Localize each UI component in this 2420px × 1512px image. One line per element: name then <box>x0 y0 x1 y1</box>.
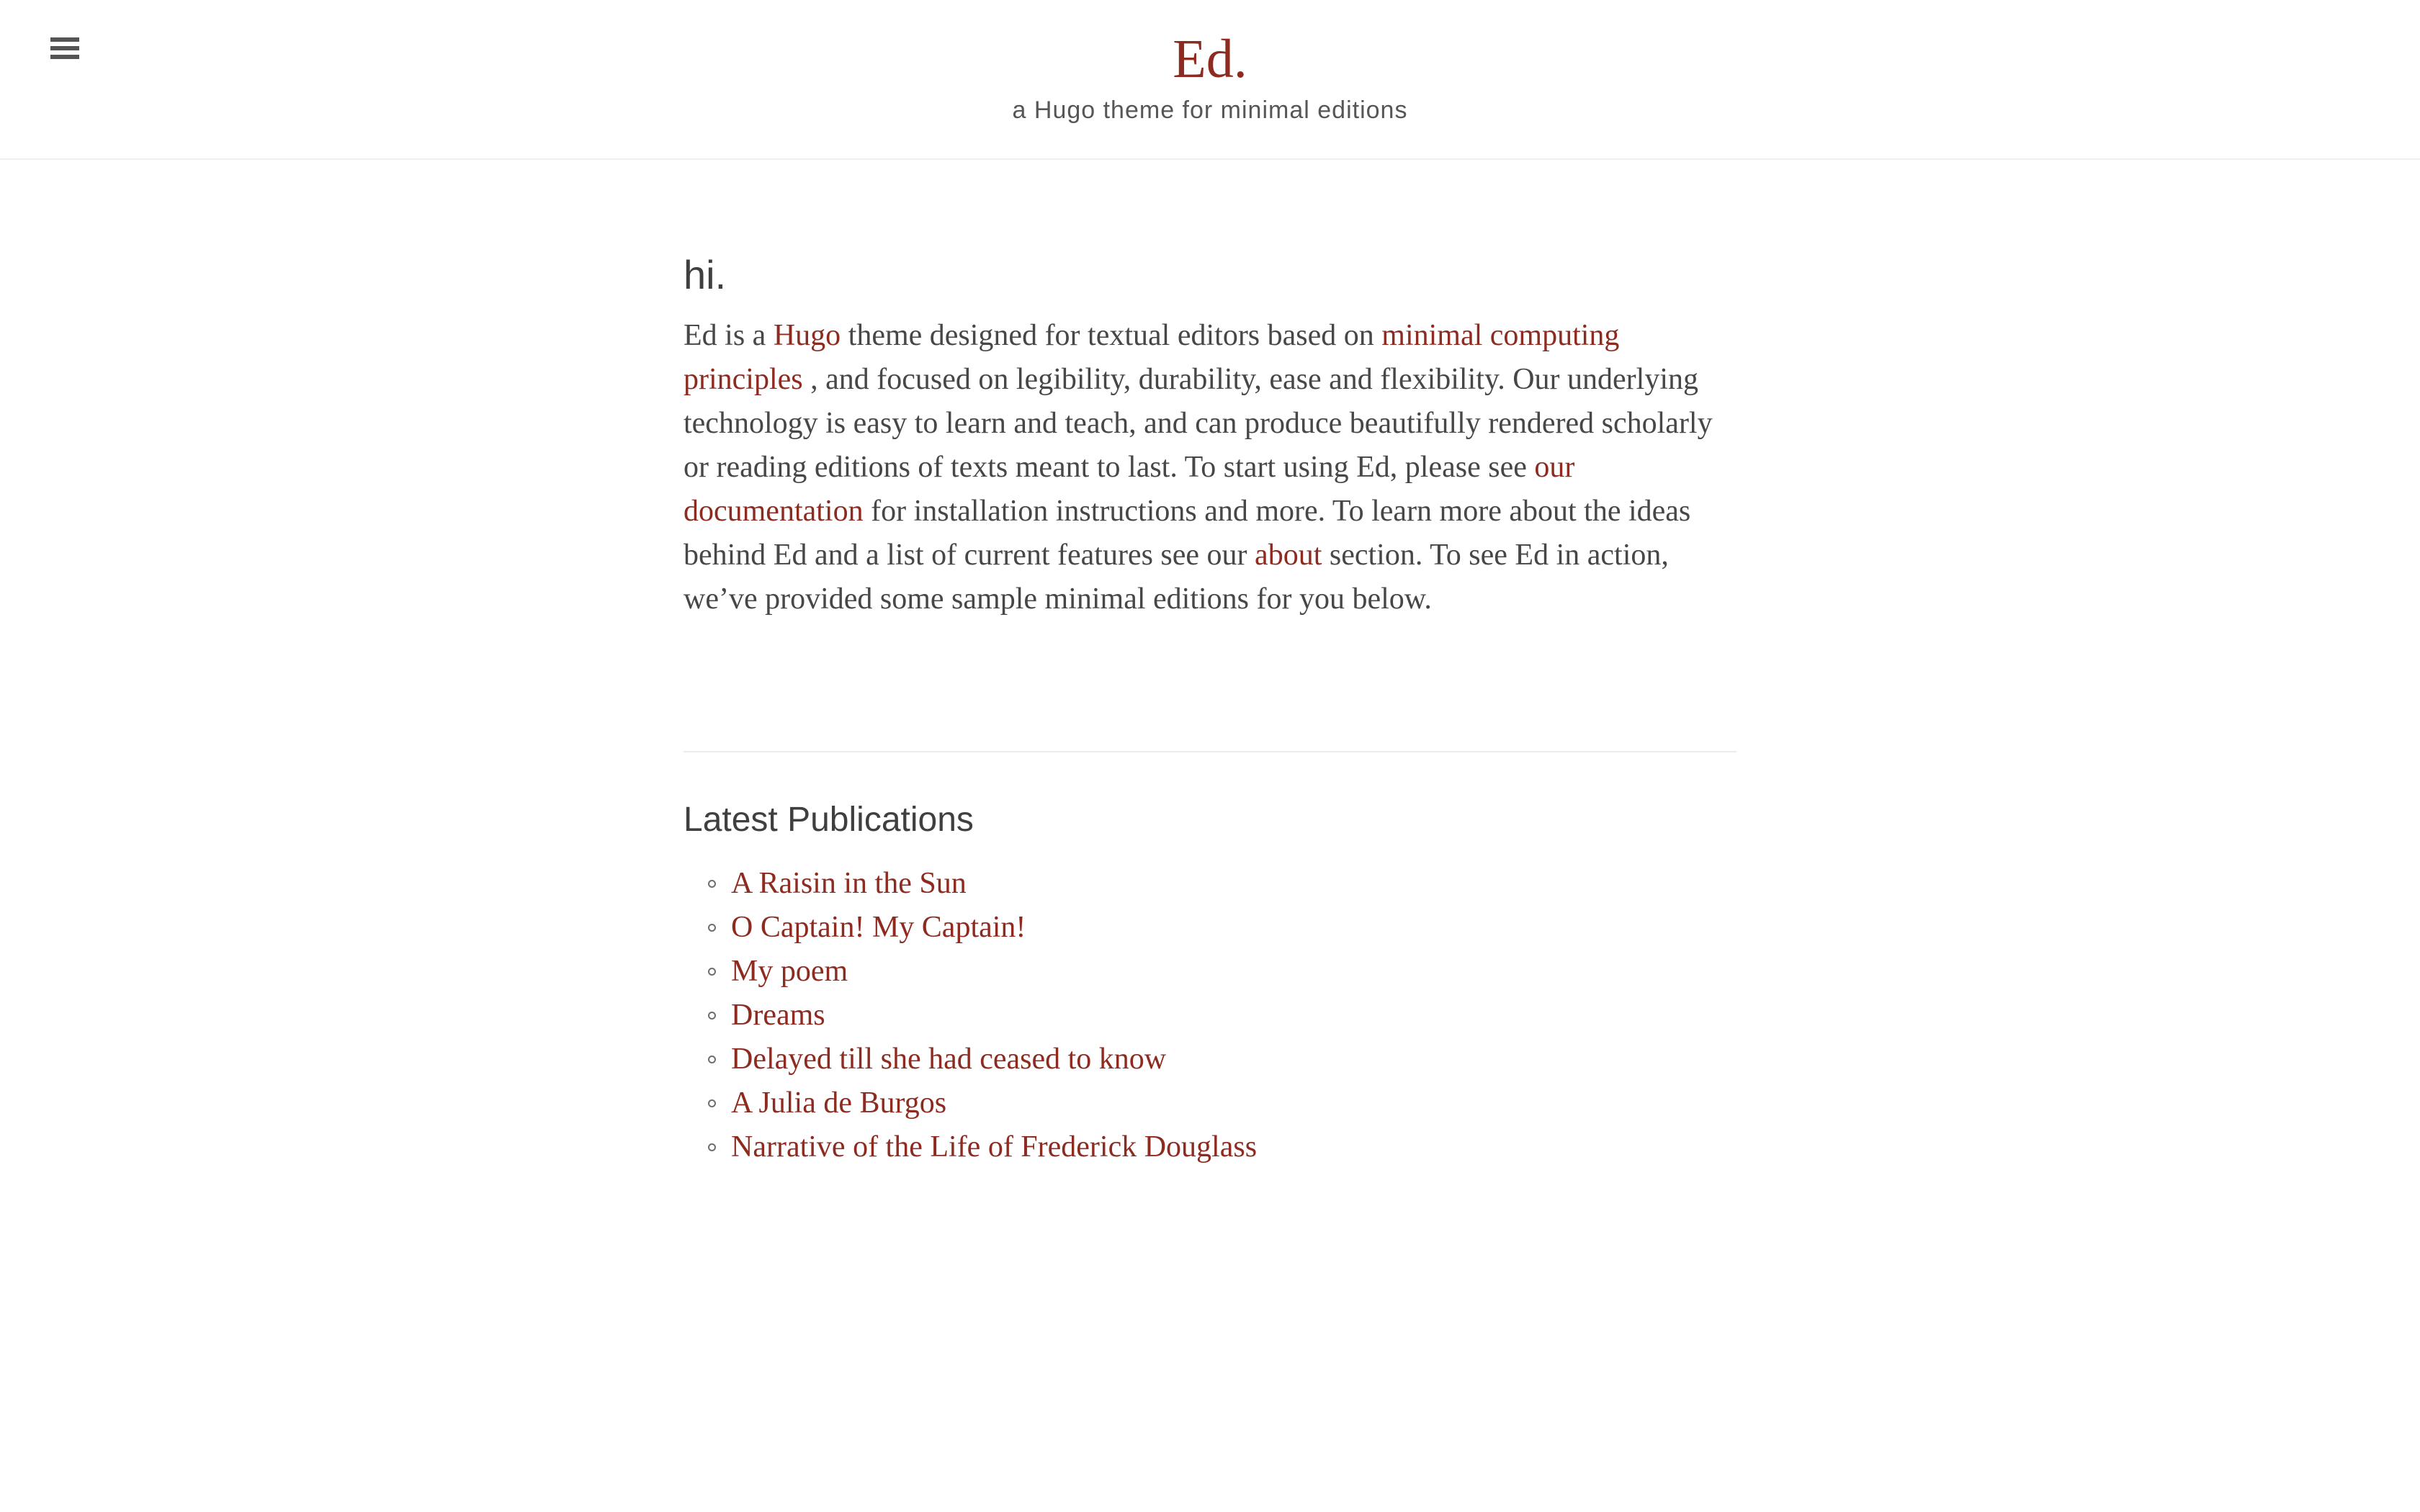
inline-link[interactable]: our documentation <box>684 451 1575 528</box>
publication-link[interactable]: My poem <box>731 954 848 988</box>
site-header <box>0 0 2420 160</box>
paragraph-text: theme designed for textual editors based on <box>841 319 1382 353</box>
publication-item <box>684 1081 1736 1125</box>
publications-heading: Latest Publications <box>684 801 974 840</box>
paragraph-text: , and focused on legibility, durability, ease and flexibility. Our underlying technology is easy to learn and teach, and can produce beautifully rendered scholarly or reading editions of texts meant to last. To start using Ed, please see <box>684 363 1713 485</box>
publication-link[interactable]: A Julia de Burgos <box>731 1086 947 1120</box>
hamburger-icon <box>50 37 79 42</box>
publication-item <box>684 950 1736 994</box>
intro-paragraph <box>684 314 1736 621</box>
publication-link[interactable]: Narrative of the Life of Frederick Douglass <box>731 1130 1258 1164</box>
publication-link[interactable]: Dreams <box>731 998 825 1032</box>
inline-link[interactable]: about <box>1255 539 1322 572</box>
inline-link[interactable]: minimal computing principles <box>684 319 1620 397</box>
publication-item <box>684 906 1736 950</box>
publication-link[interactable]: A Raisin in the Sun <box>731 866 967 900</box>
publication-item <box>684 862 1736 906</box>
paragraph-text: Ed is a <box>684 319 774 353</box>
publication-link[interactable]: Delayed till she had ceased to know <box>731 1042 1167 1076</box>
paragraph-text: for installation instructions and more. To learn more about the ideas behind Ed and a list of current features see our <box>684 495 1691 572</box>
paragraph-text: section. To see Ed in action, we’ve provided some sample minimal editions for you below. <box>684 539 1669 616</box>
site-subtitle: a Hugo theme for minimal editions <box>1012 96 1408 124</box>
hamburger-icon <box>50 55 79 59</box>
publication-item <box>684 1038 1736 1081</box>
publication-item <box>684 994 1736 1038</box>
main-content <box>684 160 1736 1169</box>
hamburger-icon <box>50 46 79 50</box>
publication-link[interactable]: O Captain! My Captain! <box>731 910 1026 944</box>
menu-button[interactable] <box>50 37 79 59</box>
section-divider <box>684 751 1736 752</box>
inline-link[interactable]: Hugo <box>773 319 841 353</box>
publications-list <box>684 862 1736 1169</box>
site-title-link[interactable]: Ed. <box>1173 29 1247 89</box>
publication-item <box>684 1125 1736 1169</box>
page-title: hi. <box>684 252 727 298</box>
